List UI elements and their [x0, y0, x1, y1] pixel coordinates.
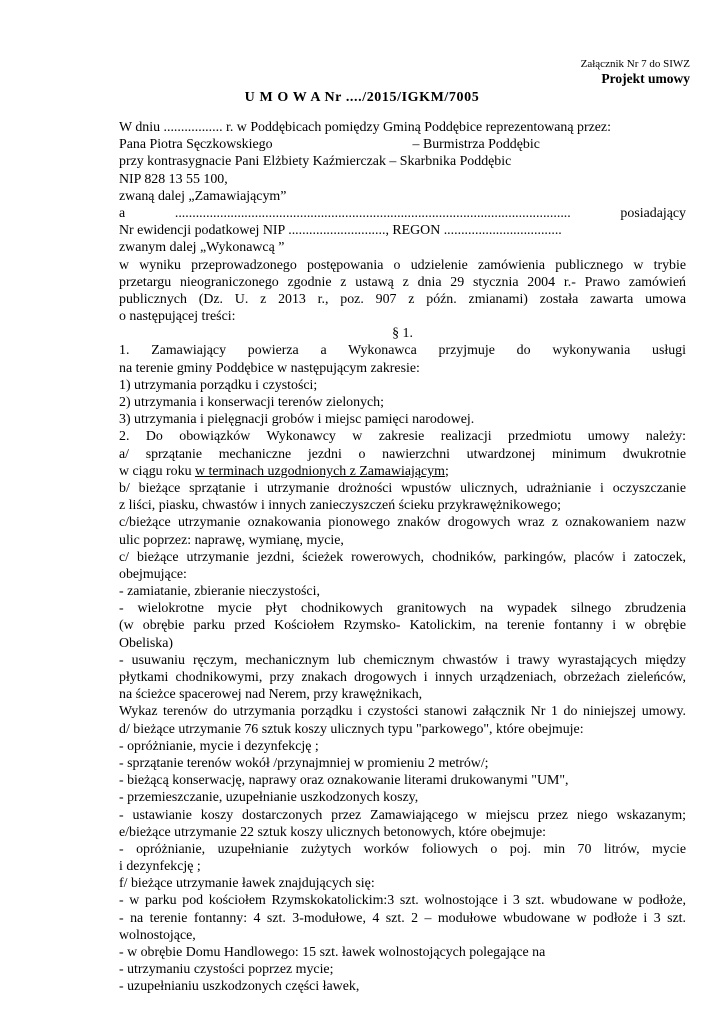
text-line: d/ bieżące utrzymanie 76 sztuk koszy ulicznych typu "parkowego", które obejmuje: [119, 721, 584, 737]
text-line: 1) utrzymania porządku i czystości; [119, 377, 318, 393]
text-line: 1. Zamawiający powierza a Wykonawca przyjmuje do wykonywania usługi [119, 343, 686, 359]
text-line: - uzupełnianiu uszkodzonych części ławek, [119, 979, 360, 995]
text-line: § 1. [392, 326, 413, 342]
text-line: 3) utrzymania i pielęgnacji grobów i miejsc pamięci narodowej. [119, 412, 475, 428]
text-line: ulic poprzez: naprawę, wymianę, mycie, [119, 532, 344, 548]
text-line: a .................................................................................................................. posiadający [119, 205, 686, 221]
text-line: e/bieżące utrzymanie 22 sztuk koszy ulicznych betonowych, które obejmuje: [119, 824, 546, 840]
text-line: na terenie gminy Poddębice w następującym zakresie: [119, 360, 420, 376]
text-line: b/ bieżące sprzątanie i utrzymanie drożności wpustów ulicznych, udrażnianie i oczyszczanie [119, 480, 686, 496]
text-line: Wykaz terenów do utrzymania porządku i czystości stanowi załącznik Nr 1 do niniejszej umowy. [119, 704, 686, 720]
text-line: Obeliska) [119, 635, 174, 651]
text-line: - utrzymaniu czystości poprzez mycie; [119, 962, 334, 978]
signatory-role: – Burmistrza Poddębic [412, 137, 540, 153]
text-line: - opróżnianie, mycie i dezynfekcję ; [119, 738, 319, 754]
draft-label: Projekt umowy [601, 71, 690, 86]
text-line: W dniu ................. r. w Poddębicach pomiędzy Gminą Poddębice reprezentowaną przez: [119, 120, 611, 135]
text-line: zwanym dalej „Wykonawcą ” [119, 240, 285, 256]
text-line: - zamiatanie, zbieranie nieczystości, [119, 584, 320, 600]
underlined-text: w terminach uzgodnionych z Zamawiającym [195, 463, 445, 479]
text-line: z liści, piasku, chwastów i innych zanieczyszczeń ścieku przykrawężnikowego; [119, 498, 562, 514]
text-line: na ścieżce spacerowej nad Nerem, przy krawężnikach, [119, 687, 423, 703]
text-line: NIP 828 13 55 100, [119, 171, 228, 187]
text-line: obejmujące: [119, 566, 187, 582]
text-line: - ustawianie koszy dostarczonych przez Zamawiającego w miejscu przez niego wskazanym; [119, 807, 686, 823]
text-line: (w obrębie parku przed Kościołem Rzymsko- Katolickim, na terenie fontanny i w obrębie [119, 618, 686, 634]
contract-title: U M O W A Nr ..../2015/IGKM/7005 [244, 90, 480, 105]
text-line: w wyniku przeprowadzonego postępowania o udzielenie zamówienia publicznego w trybie [119, 257, 686, 273]
text-line: przy kontrasygnacie Pani Elżbiety Kaźmierczak – Skarbnika Poddębic [119, 154, 512, 170]
text-line: wolnostojące, [119, 927, 196, 943]
text-line: f/ bieżące utrzymanie ławek znajdujących się: [119, 876, 375, 892]
text-line: Nr ewidencji podatkowej NIP ............................, REGON .................................. [119, 223, 562, 239]
text-line: - wielokrotne mycie płyt chodnikowych granitowych na wypadek silnego zbrudzenia [119, 601, 686, 617]
text-line: - opróżnianie, uzupełnianie zużytych worków foliowych o poj. min 70 litrów, mycie [119, 841, 686, 857]
text-line: - bieżącą konserwację, naprawy oraz oznakowanie literami drukowanymi "UM", [119, 773, 569, 789]
text-line [119, 136, 686, 153]
text-line: i dezynfekcję ; [119, 859, 201, 875]
signatory-name: Pana Piotra Sęczkowskiego [119, 137, 273, 153]
text-line: 2) utrzymania i konserwacji terenów zielonych; [119, 395, 384, 410]
text-line: - usuwaniu ręczym, mechanicznym lub chemicznym chwastów i trawy wyrastających między [119, 652, 686, 668]
text-line: przetargu nieograniczonego zgodnie z ustawą z dnia 29 stycznia 2004 r.- Prawo zamówień [119, 274, 686, 290]
text-line: - na terenie fontanny: 4 szt. 3-modułowe, 4 szt. 2 – modułowe wbudowane w podłoże i 3 szt. [119, 910, 686, 926]
text-line: - w obrębie Domu Handlowego: 15 szt. ławek wolnostojących polegające na [119, 945, 546, 960]
text-line: c/bieżące utrzymanie oznakowania pionowego znaków drogowych wraz z oznakowaniem nazw [119, 515, 686, 531]
contract-body [119, 119, 686, 996]
text-line: c/ bieżące utrzymanie jezdni, ścieżek rowerowych, chodników, parkingów, placów i zatoczek, [119, 549, 686, 565]
text-line: a/ sprzątanie mechaniczne jezdni o nawierzchni utwardzonej minimum dwukrotnie [119, 446, 686, 462]
text-line: - sprzątanie terenów wokół /przynajmniej w promieniu 2 metrów/; [119, 755, 489, 771]
text-line: zwaną dalej „Zamawiającym” [119, 188, 287, 204]
text-line: - w parku pod kościołem Rzymskokatolickim:3 szt. wolnostojące i 3 szt. wbudowane w podłoże, [119, 893, 686, 909]
text-line: - przemieszczanie, uzupełnianie uszkodzonych koszy, [119, 790, 419, 806]
text-line: w ciągu roku w terminach uzgodnionych z Zamawiającym; [119, 463, 449, 479]
text-line: 2. Do obowiązków Wykonawcy w zakresie realizacji przedmiotu umowy należy: [119, 429, 686, 445]
text-line: publicznych (Dz. U. z 2013 r., poz. 907 z późn. zmianami) została zawarta umowa [119, 291, 686, 307]
text-line: o następującej treści: [119, 309, 236, 325]
text-line: płytkami chodnikowymi, przy znakach drogowych i innych urządzeniach, obrzeżach zieleńców, [119, 670, 686, 685]
annex-label: Załącznik Nr 7 do SIWZ [580, 58, 690, 70]
